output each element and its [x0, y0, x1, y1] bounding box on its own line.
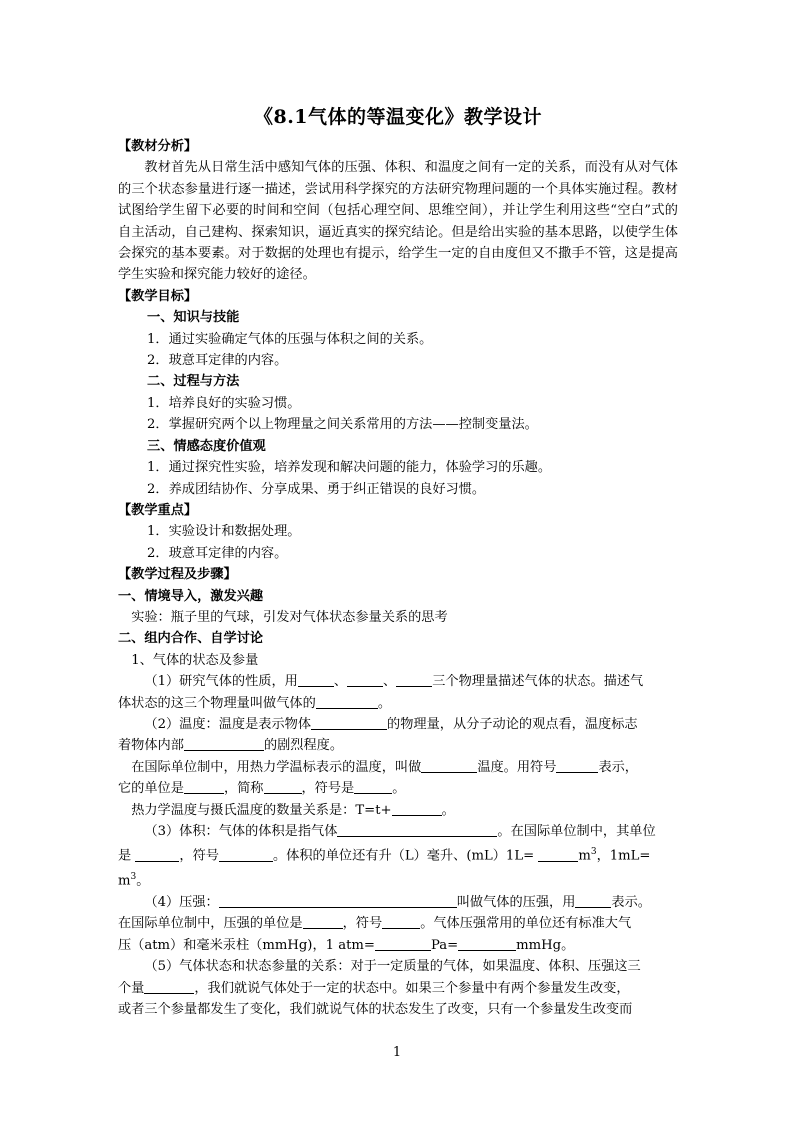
key-point-item: 2．玻意耳定律的内容。 [147, 545, 288, 561]
answer-blank[interactable] [144, 979, 194, 994]
section-heading-key-points: 【教学重点】 [118, 502, 198, 518]
section-heading-objectives: 【教学目标】 [118, 288, 198, 304]
answer-blank[interactable] [219, 893, 457, 908]
answer-blank[interactable] [264, 779, 302, 794]
answer-blank[interactable] [382, 914, 420, 929]
fill-in-line: 着物体内部 的剧烈程度。 [118, 738, 344, 754]
answer-blank[interactable] [458, 936, 516, 951]
answer-blank[interactable] [392, 801, 442, 816]
fill-in-line: （2）温度：温度是表示物体 的物理量，从分子动论的观点看，温度标志 [144, 716, 638, 732]
fill-in-line: （4）压强： 叫做气体的压强，用 表示。 [144, 895, 651, 910]
process-step-heading: 一、情境导入，激发兴趣 [118, 588, 264, 604]
objective-item: 1．通过实验确定气体的压强与体积之间的关系。 [147, 331, 433, 347]
answer-blank[interactable] [298, 672, 334, 687]
answer-blank[interactable] [538, 847, 578, 862]
section-heading-material-analysis: 【教材分析】 [118, 139, 198, 154]
fill-in-line: 体状态的这三个物理量叫做气体的 。 [118, 695, 391, 711]
key-point-item: 1．实验设计和数据处理。 [147, 524, 301, 540]
page-number: 1 [392, 1045, 402, 1060]
fill-in-line: （1）研究气体的性质，用 、 、 三个物理量描述气体的状态。描述气 [144, 674, 644, 690]
fill-in-line: （3）体积：气体的体积是指气体 。在国际单位制中，其单位 [144, 824, 656, 839]
objective-item: 1．通过探究性实验，培养发现和解决问题的能力，体验学习的乐趣。 [147, 460, 552, 476]
objective-subheading: 一、知识与技能 [147, 310, 240, 326]
answer-blank[interactable] [135, 847, 179, 862]
answer-blank[interactable] [184, 779, 224, 794]
fill-in-line: 在国际单位制中，用热力学温标表示的温度，叫做 温度。用符号 表示， [131, 759, 638, 775]
answer-blank[interactable] [354, 779, 392, 794]
answer-blank[interactable] [184, 736, 264, 751]
answer-blank[interactable] [219, 847, 273, 862]
process-step-heading: 二、组内合作、自学讨论 [118, 631, 264, 647]
section-heading-process: 【教学过程及步骤】 [118, 567, 237, 583]
fill-in-line: 它的单位是 ，简称 ，符号是 。 [118, 781, 406, 797]
fill-in-line: $m^3$。 [118, 872, 150, 889]
experiment-note: 实验：瓶子里的气球，引发对气体状态参量关系的思考 [131, 609, 448, 625]
answer-blank[interactable] [396, 672, 432, 687]
answer-blank[interactable] [375, 936, 431, 951]
document-title: 《8.1气体的等温变化》教学设计 [253, 106, 543, 128]
answer-blank[interactable] [303, 914, 343, 929]
objective-item: 2．养成团结协作、分享成果、勇于纠正错误的良好习惯。 [147, 481, 486, 497]
objective-subheading: 三、情感态度价值观 [147, 438, 266, 454]
answer-blank[interactable] [575, 893, 611, 908]
fill-in-line: 热力学温度与摄氏温度的数量关系是：T=t+ 。 [131, 802, 455, 818]
answer-blank[interactable] [347, 672, 383, 687]
objective-item: 2．玻意耳定律的内容。 [147, 353, 288, 369]
objective-subheading: 二、过程与方法 [147, 374, 240, 390]
text-line: （5）气体状态和状态参量的关系：对于一定质量的气体，如果温度、体积、压强这三 [144, 959, 641, 975]
document-body [118, 104, 678, 1020]
fill-in-line: 压（atm）和毫米汞柱（mmHg)，1 atm= Pa= mmHg。 [118, 937, 575, 953]
fill-in-line: 是 ，符号 。体积的单位还有升（L）毫升、$(mL)1L= m^3$，1mL= [118, 847, 651, 864]
answer-blank[interactable] [311, 715, 387, 730]
answer-blank[interactable] [337, 822, 497, 837]
answer-blank[interactable] [316, 694, 378, 709]
answer-blank[interactable] [421, 758, 477, 773]
text-line: 或者三个参量都发生了变化，我们就说气体的状态发生了改变，只有一个参量发生改变而 [118, 1002, 633, 1018]
objective-item: 2．掌握研究两个以上物理量之间关系常用的方法——控制变量法。 [147, 417, 538, 433]
material-analysis-paragraph: 教材首先从日常生活中感知气体的压强、体积、和温度之间有一定的关系，而没有从对气体的三个状态参量进行逐一描述，尝试用科学探究的方法研究物理问题的一个具体实施过程。教材试图给学生留下必要的时间和空间（包括心理空间、思维空间），并让学生利用这些“空白”式的自主活动，自己建构、探索知识，逼近真实的探究结论。但是给出实验的基本思路，以使学生体会探究的基本要素。对于数据的处理也有提示，给学生一定的自由度但又不撒手不管，这是提高学生实验和探究能力较好的途径。 [118, 160, 678, 283]
objective-item: 1．培养良好的实验习惯。 [147, 395, 301, 411]
topic-subheading: 1、气体的状态及参量 [131, 652, 259, 668]
fill-in-line: 个量 ，我们就说气体处于一定的状态中。如果三个参量中有两个参量发生改变， [118, 980, 630, 996]
fill-in-line: 在国际单位制中，压强的单位是 ，符号 。气体压强常用的单位还有标准大气 [118, 916, 632, 932]
answer-blank[interactable] [556, 758, 598, 773]
